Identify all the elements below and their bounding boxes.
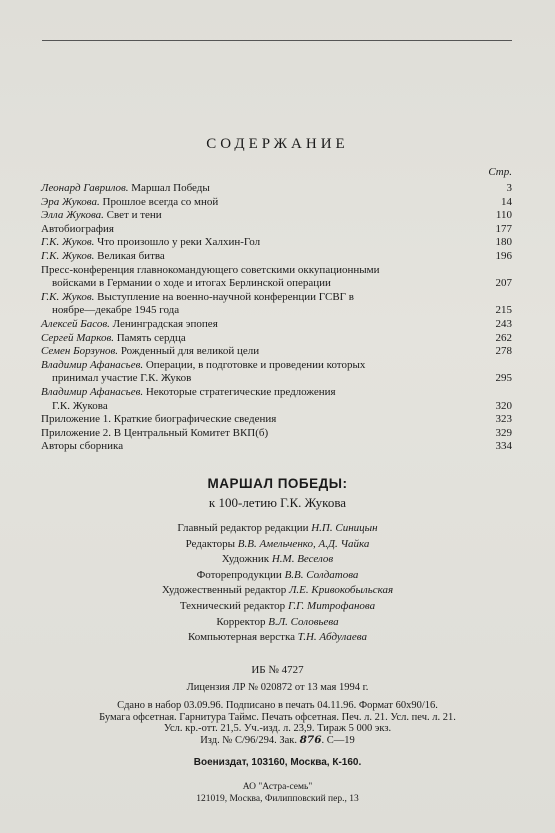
toc-title: Г.К. Жукова (52, 399, 108, 412)
toc-entry-text (41, 250, 482, 264)
toc-row (41, 182, 512, 196)
license-line: Лицензия ЛР № 020872 от 13 мая 1994 г. (186, 682, 369, 693)
toc-title: Приложение 2. В Центральный Комитет ВКП(б) (41, 426, 269, 439)
credit-line (0, 537, 555, 553)
toc-page-number: 243 (495, 317, 512, 330)
order-line: Изд. № С/96/294. Зак. 876. С—19 (200, 733, 355, 746)
toc-title: Память сердца (116, 331, 186, 344)
toc-entry-text (41, 291, 482, 305)
toc-entry-text (41, 236, 482, 250)
toc-entry-text (41, 277, 482, 291)
toc-page-number: 207 (495, 277, 512, 290)
order-prefix: Изд. № С/96/294. Зак. (200, 734, 297, 746)
toc-row (41, 440, 512, 454)
toc-page-number: 320 (495, 399, 512, 412)
toc-title: Пресс-конференция главнокомандующего советскими оккупационными (41, 263, 380, 276)
credit-name: В.Л. Соловьева (268, 615, 339, 628)
credit-name: В.В. Амельченко, А.Д. Чайка (237, 537, 370, 550)
credit-role: Фоторепродукции (196, 568, 282, 581)
credit-role: Компьютерная верстка (187, 631, 296, 644)
credit-line (0, 599, 555, 615)
toc-entry-text (41, 386, 482, 400)
toc-entry-text (41, 304, 482, 318)
toc-title: Рожденный для великой цели (120, 345, 260, 358)
toc-entry-text (41, 318, 482, 332)
toc-page-number: 329 (495, 426, 512, 439)
toc-row (41, 223, 512, 237)
toc-title: войсками в Германии о ходе и итогах Берлинской операции (52, 277, 331, 290)
toc-author: Семен Борзунов. (41, 345, 119, 358)
toc-author: Владимир Афанасьев. (41, 385, 144, 398)
toc-row (41, 345, 512, 359)
toc-entry-text (41, 196, 482, 210)
table-of-contents (41, 182, 512, 454)
toc-row (41, 304, 512, 318)
credit-name: Г.Г. Митрофанова (287, 599, 376, 612)
toc-page-number: 14 (501, 195, 512, 208)
credit-name: Н.П. Синицын (311, 522, 378, 534)
order-suffix: С—19 (326, 734, 355, 746)
order-number-handwritten: 876 (299, 733, 322, 746)
credit-name: Н.М. Веселов (271, 553, 334, 566)
toc-row (41, 386, 512, 400)
printer-address: 121019, Москва, Филипповский пер., 13 (196, 794, 359, 804)
credit-line (0, 521, 555, 537)
book-title: МАРШАЛ ПОБЕДЫ: (207, 476, 348, 491)
credit-role: Художник (221, 553, 270, 566)
toc-author: Г.К. Жуков. (41, 290, 95, 303)
credit-role: Технический редактор (179, 599, 286, 612)
toc-entry-text (41, 440, 482, 454)
toc-row (41, 250, 512, 264)
ib-number: ИБ № 4727 (251, 664, 304, 676)
top-rule (42, 40, 512, 41)
toc-entry-text (41, 182, 482, 196)
toc-page-number: 3 (506, 182, 512, 194)
toc-author: Элла Жукова. (41, 209, 104, 222)
toc-page-number: 110 (495, 209, 512, 222)
toc-page-number: 177 (495, 222, 512, 235)
credit-role: Главный редактор редакции (177, 522, 309, 534)
toc-row (41, 209, 512, 223)
toc-author: Эра Жукова. (41, 195, 100, 208)
toc-row (41, 359, 512, 373)
toc-title: Операции, в подготовке и проведении которых (145, 358, 366, 371)
printer-block (0, 781, 555, 805)
toc-title: Авторы сборника (41, 440, 124, 453)
page-column-label: Стр. (488, 166, 512, 178)
toc-author: Алексей Басов. (41, 317, 110, 330)
toc-row (41, 236, 512, 250)
toc-entry-text (41, 413, 482, 427)
toc-author: Сергей Марков. (41, 331, 114, 344)
toc-page-number: 215 (495, 304, 512, 317)
toc-title: Ленинградская эпопея (112, 317, 218, 330)
publisher-line: Воениздат, 103160, Москва, К-160. (193, 757, 362, 768)
credit-name: В.В. Солдатова (284, 568, 359, 581)
credit-role: Корректор (216, 615, 266, 628)
toc-row (41, 413, 512, 427)
toc-title: Приложение 1. Краткие биографические сведения (41, 413, 277, 426)
credit-line (0, 630, 555, 646)
toc-row (41, 196, 512, 210)
toc-entry-text (41, 264, 482, 278)
credit-line (0, 568, 555, 584)
book-subtitle: к 100-летию Г.К. Жукова (208, 495, 347, 510)
toc-row (41, 318, 512, 332)
printer-name: АО "Астра-семь" (242, 782, 313, 792)
toc-title: Что произошло у реки Халхин-Гол (97, 236, 261, 249)
print-line: Бумага офсетная. Гарнитура Таймс. Печать офсетная. Печ. л. 21. Усл. печ. л. 21. (99, 711, 456, 723)
toc-title: принимал участие Г.К. Жуков (52, 372, 192, 385)
credit-name: Л.Е. Кривокобыльская (288, 584, 394, 597)
toc-row (41, 372, 512, 386)
credit-line (0, 583, 555, 599)
toc-entry-text (41, 223, 482, 237)
print-line: Усл. кр.-отт. 21,5. Уч.-изд. л. 23,9. Тираж 5 000 экз. (163, 723, 392, 735)
toc-page-number: 180 (495, 236, 512, 249)
toc-entry-text (41, 400, 482, 414)
toc-title: Автобиография (41, 222, 114, 235)
credit-line (0, 615, 555, 631)
toc-row (41, 400, 512, 414)
toc-author: Г.К. Жуков. (41, 249, 95, 262)
toc-author: Г.К. Жуков. (41, 236, 95, 249)
toc-author: Леонард Гаврилов. (41, 182, 129, 194)
toc-page-number: 295 (495, 372, 512, 385)
credit-name: Т.Н. Абдулаева (297, 631, 368, 644)
credit-role: Художественный редактор (161, 584, 287, 597)
toc-entry-text (41, 372, 482, 386)
toc-title: Свет и тени (106, 209, 162, 222)
toc-entry-text (41, 427, 482, 441)
toc-title: Некоторые стратегические предложения (145, 385, 336, 398)
contents-heading: СОДЕРЖАНИЕ (206, 136, 349, 152)
credit-line (0, 552, 555, 568)
toc-entry-text (41, 359, 482, 373)
print-line: Сдано в набор 03.09.96. Подписано в печать 04.11.96. Формат 60x90/16. (117, 700, 438, 711)
toc-title: Маршал Победы (131, 182, 210, 194)
toc-row (41, 291, 512, 305)
toc-entry-text (41, 345, 482, 359)
toc-row (41, 264, 512, 278)
toc-row (41, 277, 512, 291)
toc-row (41, 332, 512, 346)
toc-entry-text (41, 209, 482, 223)
toc-row (41, 427, 512, 441)
toc-entry-text (41, 332, 482, 346)
toc-page-number: 262 (495, 331, 512, 344)
toc-title: Выступление на военно-научной конференции ГСВГ в (97, 290, 354, 303)
toc-title: Великая битва (97, 249, 165, 262)
toc-title: ноябре—декабре 1945 года (52, 304, 180, 317)
toc-title: Прошлое всегда со мной (102, 195, 219, 208)
credits-list (0, 521, 555, 646)
toc-page-number: 323 (495, 413, 512, 426)
toc-page-number: 334 (495, 440, 512, 453)
toc-author: Владимир Афанасьев. (41, 358, 144, 371)
toc-page-number: 196 (495, 249, 512, 262)
credit-role: Редакторы (185, 537, 236, 550)
toc-page-number: 278 (495, 345, 512, 358)
print-details (0, 700, 555, 746)
